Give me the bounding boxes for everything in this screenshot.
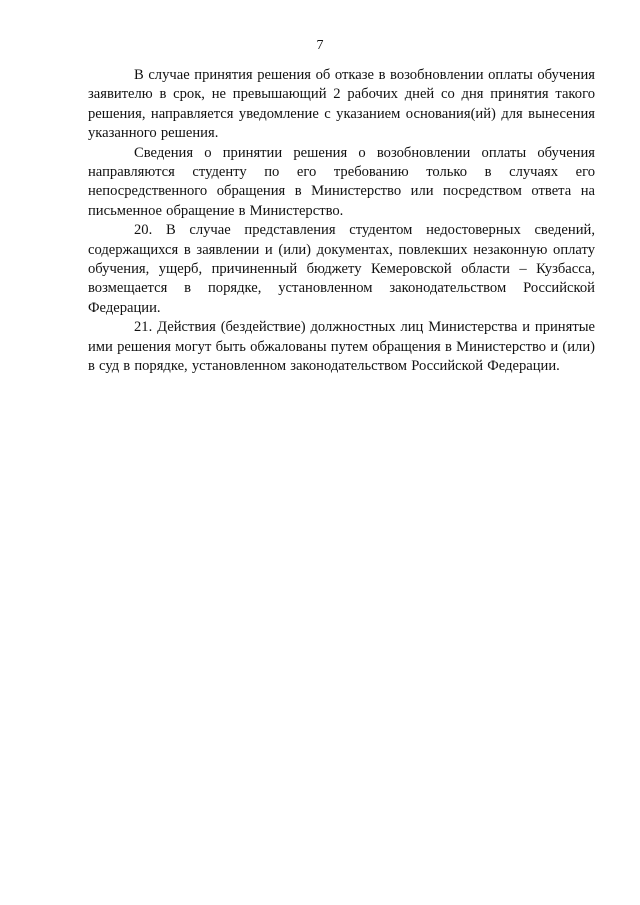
paragraph-clause-20: 20. В случае представления студентом недостоверных сведений, содержащихся в заявлении и (или) документах, повлекших незаконную оплату обучения, ущерб, причиненный бюджету Кемеровской области – Кузбасса, возмещается в порядке, установленном законодательством Российской Федерации. <box>88 222 595 316</box>
paragraph-refusal-notification: В случае принятия решения об отказе в возобновлении оплаты обучения заявителю в срок, не превышающий 2 рабочих дней со дня принятия такого решения, направляется уведомление с указанием основания(ий) для вынесения указанного решения. <box>88 67 595 142</box>
page-number: 7 <box>316 38 324 53</box>
document-body <box>88 66 595 377</box>
paragraph-clause-21: 21. Действия (бездействие) должностных лиц Министерства и принятые ими решения могут быть обжалованы путем обращения в Министерство и (или) в суд в порядке, установленном законодательством Российской Федерации. <box>88 319 595 375</box>
paragraph-resumption-info: Сведения о принятии решения о возобновлении оплаты обучения направляются студенту по его требованию только в случаях его непосредственного обращения в Министерство или посредством ответа на письменное обращение в Министерство. <box>88 144 595 219</box>
